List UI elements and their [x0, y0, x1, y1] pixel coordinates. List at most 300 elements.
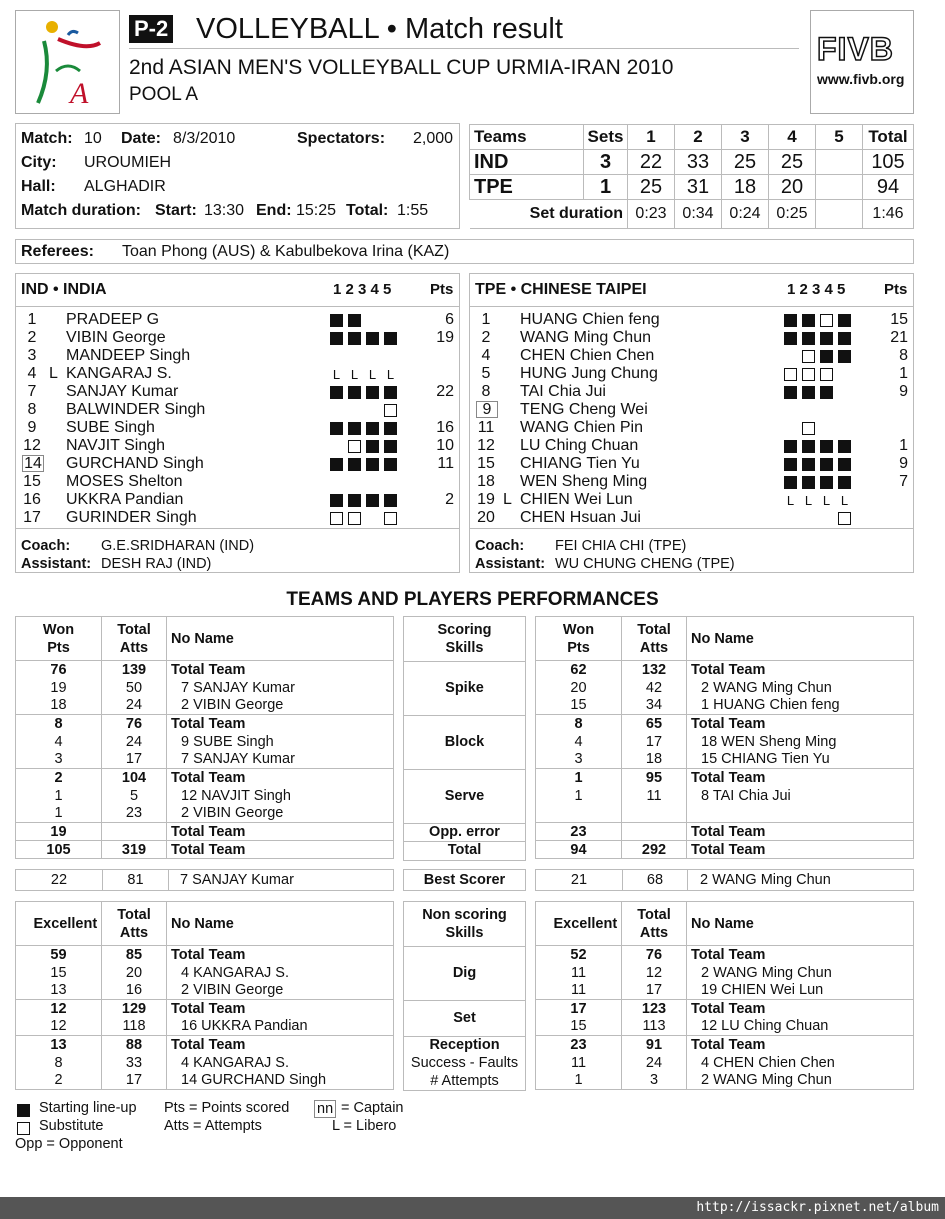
perf-attempts: 85 [102, 946, 167, 964]
perf-row [536, 787, 914, 805]
perf-header-row [536, 902, 914, 946]
perf-value: 18 [16, 697, 102, 715]
fivb-logo-box [810, 10, 914, 114]
best-name: 2 WANG Ming Chun [700, 872, 831, 888]
assistant-name: DESH RAJ (IND) [101, 556, 212, 572]
perf-name: Total Team [167, 823, 394, 841]
perf-value: 1 [16, 787, 102, 805]
perf-value: 23 [536, 1036, 622, 1054]
date-label: Date: [121, 130, 162, 147]
perf-name: 2 WANG Ming Chun [687, 679, 914, 697]
best-rule [687, 870, 688, 890]
perf-row [16, 679, 394, 697]
player-points: 21 [890, 329, 908, 346]
perf-row [16, 982, 394, 1000]
player-name: WANG Chien Pin [520, 419, 643, 436]
match-label: Match: [21, 130, 73, 147]
perf-row [16, 946, 394, 964]
player-row [16, 454, 459, 472]
score-head-teams: Teams [470, 125, 584, 150]
player-number: 3 [27, 347, 37, 364]
score-head-total: Total [863, 125, 914, 150]
legend [15, 1100, 435, 1156]
perf-value: 20 [536, 679, 622, 697]
starting-lineup-icon [348, 386, 361, 399]
player-name: CHEN Chien Chen [520, 347, 655, 364]
scoring-skills-column [403, 616, 526, 861]
perf-name: Total Team [167, 769, 394, 787]
player-row [470, 346, 913, 364]
perf-head-cell [16, 617, 102, 661]
perf-head-text: Excellent [33, 915, 98, 932]
starting-lineup-icon [838, 350, 851, 363]
score-header-row [470, 125, 914, 150]
pool-name: POOL A [129, 84, 198, 105]
player-number: 7 [27, 383, 37, 400]
scoring-skills-rule [404, 661, 525, 662]
score-cell: 22 [628, 150, 675, 175]
perf-value: 15 [536, 1018, 622, 1036]
perf-head-text: Excellent [553, 915, 618, 932]
perf-attempts: 3 [622, 1072, 687, 1090]
perf-row [16, 1000, 394, 1018]
coach-name: FEI CHIA CHI (TPE) [555, 538, 687, 554]
score-cell: 33 [675, 150, 722, 175]
perf-name: 2 VIBIN George [167, 697, 394, 715]
perf-value: 23 [536, 823, 622, 841]
player-number-captain: 14 [22, 455, 44, 472]
player-name: GURINDER Singh [66, 509, 197, 526]
player-row [16, 472, 459, 490]
player-name: HUNG Jung Chung [520, 365, 658, 382]
perf-attempts [622, 805, 687, 823]
best-atts: 68 [646, 872, 664, 888]
perf-name: 4 KANGARAJ S. [167, 964, 394, 982]
scoring-table-tpe [535, 616, 914, 859]
perf-row [536, 751, 914, 769]
player-number: 8 [481, 383, 491, 400]
perf-attempts: 132 [622, 661, 687, 679]
perf-attempts: 113 [622, 1018, 687, 1036]
roster-ind-title: IND • INDIA [21, 281, 107, 298]
perf-attempts: 24 [102, 733, 167, 751]
libero-set-marker: L [804, 493, 813, 508]
perf-name: Total Team [167, 1036, 394, 1054]
perf-head-cell [167, 902, 394, 946]
nonscoring-skills-column [403, 901, 526, 1091]
substitute-icon [802, 422, 815, 435]
perf-name: 15 CHIANG Tien Yu [687, 751, 914, 769]
starting-lineup-icon [348, 458, 361, 471]
player-number: 18 [477, 473, 495, 490]
perf-attempts: 24 [102, 697, 167, 715]
perf-value: 2 [16, 1072, 102, 1090]
player-name: SUBE Singh [66, 419, 155, 436]
perf-head-text: Total Atts [637, 906, 671, 941]
roster-tpe [469, 273, 914, 573]
perf-attempts: 139 [102, 661, 167, 679]
city-label: City: [21, 154, 57, 171]
score-cell: 20 [769, 175, 816, 200]
perf-row [536, 805, 914, 823]
perf-row [536, 733, 914, 751]
perf-row [16, 661, 394, 679]
player-name: WEN Sheng Ming [520, 473, 648, 490]
player-name: TENG Cheng Wei [520, 401, 648, 418]
player-points: 8 [899, 347, 908, 364]
player-points: 22 [436, 383, 454, 400]
player-name: SANJAY Kumar [66, 383, 179, 400]
duration-label: Match duration: [21, 202, 141, 219]
starting-lineup-icon [330, 332, 343, 345]
end-value: 15:25 [296, 202, 337, 219]
perf-attempts: 50 [102, 679, 167, 697]
page-code: P-2 [129, 15, 173, 43]
substitute-icon [802, 350, 815, 363]
score-cell: 25 [722, 150, 769, 175]
player-number-captain: 9 [476, 401, 498, 418]
legend-atts: Atts = Attempts [164, 1118, 262, 1134]
perf-head-text: No Name [691, 915, 754, 932]
player-number: 1 [27, 311, 37, 328]
perf-attempts: 18 [622, 751, 687, 769]
scoring-skills-head: Scoring Skills [437, 622, 492, 656]
scoring-table-ind [15, 616, 394, 859]
player-points: 9 [899, 383, 908, 400]
nonscoring-rule [404, 1000, 525, 1001]
roster-ind-set-cols: 1 2 3 4 5 [333, 281, 392, 298]
player-name: KANGARAJ S. [66, 365, 172, 382]
player-row [16, 508, 459, 526]
perf-row [536, 1054, 914, 1072]
assistant-label: Assistant: [21, 556, 92, 572]
player-row [16, 418, 459, 436]
perf-value: 15 [16, 964, 102, 982]
legend-starting: Starting line-up [39, 1100, 137, 1116]
duration-cell: 0:24 [722, 200, 769, 229]
perf-value: 4 [536, 733, 622, 751]
nonscoring-table-ind [15, 901, 394, 1090]
perf-head-cell [622, 902, 687, 946]
starting-lineup-icon [330, 386, 343, 399]
perf-attempts: 88 [102, 1036, 167, 1054]
perf-attempts: 17 [622, 982, 687, 1000]
perf-row [16, 841, 394, 859]
starting-lineup-icon [820, 458, 833, 471]
perf-row [536, 1072, 914, 1090]
substitute-icon [820, 314, 833, 327]
starting-lineup-icon [348, 422, 361, 435]
player-name: NAVJIT Singh [66, 437, 166, 454]
perf-row [536, 769, 914, 787]
perf-head-text: Won Pts [562, 621, 595, 656]
substitute-icon [330, 512, 343, 525]
total-value: 1:55 [397, 202, 429, 219]
player-points: 11 [437, 455, 454, 472]
player-points: 2 [445, 491, 454, 508]
score-cell: 31 [675, 175, 722, 200]
best-scorer-ind [15, 869, 394, 891]
perf-attempts: 76 [102, 715, 167, 733]
player-number: 17 [23, 509, 41, 526]
starting-lineup-icon [348, 314, 361, 327]
perf-name: 4 KANGARAJ S. [167, 1054, 394, 1072]
best-pts: 21 [570, 872, 588, 888]
player-number: 15 [477, 455, 495, 472]
perf-value: 19 [16, 679, 102, 697]
perf-name: Total Team [687, 841, 914, 859]
player-row [16, 400, 459, 418]
perf-name: 12 NAVJIT Singh [167, 787, 394, 805]
assistant-name: WU CHUNG CHENG (TPE) [555, 556, 735, 572]
libero-set-marker: L [386, 367, 395, 382]
substitute-icon [838, 512, 851, 525]
perf-name: 16 UKKRA Pandian [167, 1018, 394, 1036]
svg-text:A: A [70, 77, 89, 110]
perf-attempts: 91 [622, 1036, 687, 1054]
substitute-icon [348, 440, 361, 453]
starting-lineup-icon [802, 458, 815, 471]
starting-lineup-icon [820, 350, 833, 363]
substitute-icon [784, 368, 797, 381]
perf-attempts: 16 [102, 982, 167, 1000]
city-value: UROUMIEH [84, 154, 172, 171]
duration-total: 1:46 [863, 200, 914, 229]
best-name: 7 SANJAY Kumar [180, 872, 294, 888]
player-points: 19 [436, 329, 454, 346]
skill-serve: Serve [444, 788, 485, 804]
legend-captain: = Captain [341, 1100, 404, 1116]
set-duration-label: Set duration [470, 200, 628, 229]
player-number: 19 [477, 491, 495, 508]
perf-name: Total Team [167, 841, 394, 859]
perf-head-cell [102, 617, 167, 661]
starting-lineup-icon [802, 314, 815, 327]
perf-attempts: 23 [102, 805, 167, 823]
perf-value: 15 [536, 697, 622, 715]
score-cell: 18 [722, 175, 769, 200]
player-row [470, 472, 913, 490]
player-points: 1 [899, 437, 908, 454]
player-row [470, 310, 913, 328]
perf-name: Total Team [167, 1000, 394, 1018]
perf-head-text: Total Atts [117, 621, 151, 656]
duration-cell: 0:25 [769, 200, 816, 229]
skill-rule [404, 769, 525, 770]
perf-row [16, 715, 394, 733]
perf-header-row [536, 617, 914, 661]
libero-set-marker: L [822, 493, 831, 508]
roster-ind-players [16, 310, 459, 526]
footer-url[interactable]: http://issackr.pixnet.net/album [696, 1200, 939, 1215]
perf-attempts: 292 [622, 841, 687, 859]
title-rule [129, 48, 799, 49]
player-number: 12 [23, 437, 41, 454]
player-name: BALWINDER Singh [66, 401, 206, 418]
starting-lineup-icon [330, 314, 343, 327]
score-head-set4: 4 [769, 125, 816, 150]
starting-lineup-icon [384, 422, 397, 435]
roster-ind [15, 273, 460, 573]
start-value: 13:30 [204, 202, 245, 219]
perf-value: 59 [16, 946, 102, 964]
fivb-logo-icon: FIVB [817, 31, 894, 67]
perf-row [536, 661, 914, 679]
perf-name: 4 CHEN Chien Chen [687, 1054, 914, 1072]
player-points: 7 [899, 473, 908, 490]
perf-row [536, 946, 914, 964]
player-row [470, 400, 913, 418]
substitute-icon [802, 368, 815, 381]
libero-set-marker: L [786, 493, 795, 508]
substitute-icon [820, 368, 833, 381]
perf-value: 19 [16, 823, 102, 841]
perf-attempts: 5 [102, 787, 167, 805]
player-number: 9 [27, 419, 37, 436]
starting-lineup-icon [330, 458, 343, 471]
score-row-ind [470, 150, 914, 175]
perf-row [536, 823, 914, 841]
perf-row [16, 751, 394, 769]
footer-bar [0, 1197, 945, 1219]
perf-value: 1 [16, 805, 102, 823]
best-atts: 81 [127, 872, 144, 888]
set-duration-row [470, 200, 914, 229]
perf-name: 9 SUBE Singh [167, 733, 394, 751]
perf-row [16, 1018, 394, 1036]
perf-row [16, 769, 394, 787]
referees-box [15, 239, 914, 264]
hall-value: ALGHADIR [84, 178, 166, 195]
perf-header-row [16, 617, 394, 661]
starting-lineup-icon [784, 332, 797, 345]
skill-set: Set [453, 1010, 476, 1026]
perf-value: 8 [16, 1054, 102, 1072]
logo-box [15, 10, 120, 114]
perf-head-cell [536, 617, 622, 661]
roster-tpe-rule [470, 306, 913, 307]
perf-name: 19 CHIEN Wei Lun [687, 982, 914, 1000]
perf-value: 12 [16, 1000, 102, 1018]
perf-value: 94 [536, 841, 622, 859]
starting-lineup-icon [348, 494, 361, 507]
starting-lineup-icon [820, 440, 833, 453]
player-points: 1 [899, 365, 908, 382]
perf-attempts: 95 [622, 769, 687, 787]
roster-ind-pts-head: Pts [430, 281, 454, 298]
starting-lineup-icon [838, 314, 851, 327]
perf-name: 2 WANG Ming Chun [687, 964, 914, 982]
starting-lineup-icon [384, 458, 397, 471]
skill-opp-error: Opp. error [429, 824, 500, 840]
perf-name: 2 VIBIN George [167, 982, 394, 1000]
starting-lineup-icon [384, 386, 397, 399]
score-head-set1: 1 [628, 125, 675, 150]
player-row [16, 364, 459, 382]
libero-marker: L [503, 491, 512, 508]
roster-tpe-set-cols: 1 2 3 4 5 [787, 281, 846, 298]
perf-name: Total Team [687, 1036, 914, 1054]
perf-name: Total Team [687, 823, 914, 841]
best-scorer-tpe [535, 869, 914, 891]
perf-row [16, 733, 394, 751]
player-row [16, 310, 459, 328]
coach-label: Coach: [21, 538, 71, 554]
starting-lineup-icon [384, 332, 397, 345]
perf-value: 1 [536, 1072, 622, 1090]
roster-tpe-pts-head: Pts [884, 281, 908, 298]
perf-attempts: 11 [622, 787, 687, 805]
legend-libero: L = Libero [332, 1118, 397, 1134]
perf-head-cell [167, 617, 394, 661]
perf-head-text: Won Pts [42, 621, 75, 656]
player-name: HUANG Chien feng [520, 311, 660, 328]
libero-set-marker: L [368, 367, 377, 382]
perf-attempts: 17 [102, 1072, 167, 1090]
duration-cell: 0:34 [675, 200, 722, 229]
perf-head-text: No Name [171, 915, 234, 932]
nonscoring-table-tpe [535, 901, 914, 1090]
perf-row [536, 679, 914, 697]
page-title: VOLLEYBALL • Match result [196, 13, 563, 45]
roster-tpe-players [470, 310, 913, 526]
perf-attempts: 104 [102, 769, 167, 787]
player-points: 9 [899, 455, 908, 472]
legend-opp: Opp = Opponent [15, 1136, 123, 1152]
starting-lineup-icon [784, 458, 797, 471]
starting-lineup-icon [366, 422, 379, 435]
starting-lineup-icon [330, 494, 343, 507]
perf-name: Total Team [167, 715, 394, 733]
perf-name: Total Team [687, 1000, 914, 1018]
perf-value: 8 [536, 715, 622, 733]
starting-lineup-icon [330, 422, 343, 435]
substitute-icon [384, 404, 397, 417]
perf-row [16, 1072, 394, 1090]
starting-lineup-icon [820, 332, 833, 345]
player-name: LU Ching Chuan [520, 437, 639, 454]
perf-value: 11 [536, 964, 622, 982]
perf-row [16, 964, 394, 982]
perf-attempts: 17 [102, 751, 167, 769]
score-table [469, 124, 914, 229]
perf-name: Total Team [687, 661, 914, 679]
perf-value: 3 [536, 751, 622, 769]
perf-value: 1 [536, 787, 622, 805]
referees-label: Referees: [21, 243, 94, 260]
nonscoring-rule [404, 946, 525, 947]
duration-cell [816, 200, 863, 229]
best-pts: 22 [50, 872, 68, 888]
perf-value: 11 [536, 1054, 622, 1072]
perf-attempts: 65 [622, 715, 687, 733]
player-row [16, 382, 459, 400]
player-number: 2 [481, 329, 491, 346]
event-name: 2nd ASIAN MEN'S VOLLEYBALL CUP URMIA-IRAN 2010 [129, 56, 674, 79]
player-row [470, 418, 913, 436]
starting-lineup-icon [366, 386, 379, 399]
starting-lineup-icon [366, 494, 379, 507]
starting-lineup-icon [366, 458, 379, 471]
player-number: 16 [23, 491, 41, 508]
perf-name: Total Team [167, 946, 394, 964]
score-sets: 1 [584, 175, 628, 200]
perf-head-text: No Name [171, 630, 234, 647]
perf-name: 2 VIBIN George [167, 805, 394, 823]
perf-attempts: 76 [622, 946, 687, 964]
player-number: 5 [481, 365, 491, 382]
best-rule [168, 870, 169, 890]
